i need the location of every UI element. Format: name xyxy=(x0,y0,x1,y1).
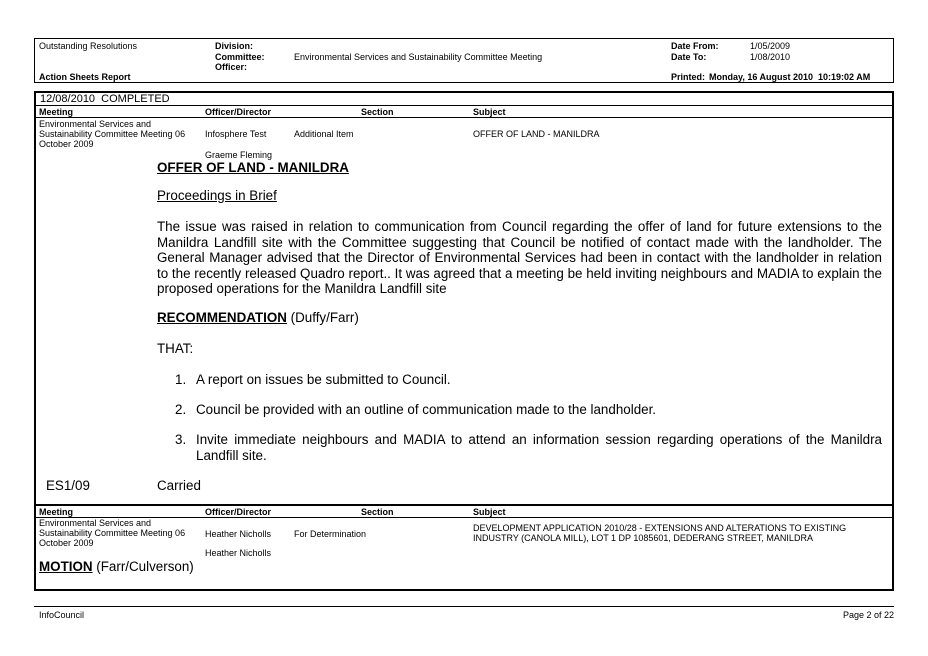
list-item-text: Invite immediate neighbours and MADIA to attend an information session regarding operations of the Manildra Landfill site. xyxy=(196,432,882,463)
page-number: Page 2 of 22 xyxy=(842,610,894,620)
record2-officer: Heather Nicholls xyxy=(205,529,272,539)
divider xyxy=(35,517,893,518)
list-item-text: A report on issues be submitted to Council. xyxy=(196,372,451,387)
record2-officer-2: Heather Nicholls xyxy=(205,548,272,558)
resolution-result: Carried xyxy=(157,478,201,493)
col-officer-header: Officer/Director xyxy=(205,107,272,117)
that-label: THAT: xyxy=(157,341,194,356)
col-officer-header: Officer/Director xyxy=(205,507,272,517)
record1-officer-2: Graeme Fleming xyxy=(205,150,273,160)
motion-movers: (Farr/Culverson) xyxy=(92,559,194,574)
col-subject-header: Subject xyxy=(473,107,506,117)
list-item-number: 3. xyxy=(175,432,187,447)
resolution-ref: ES1/09 xyxy=(46,478,90,493)
record1-meeting-line3: October 2009 xyxy=(39,139,94,149)
status-line: 12/08/2010 COMPLETED xyxy=(40,93,170,105)
record1-subject: OFFER OF LAND - MANILDRA xyxy=(473,129,600,139)
list-item-number: 2. xyxy=(175,402,187,417)
record2-meeting-line2: Sustainability Committee Meeting 06 xyxy=(39,528,186,538)
footer-rule xyxy=(34,606,894,607)
recommendation xyxy=(157,310,359,326)
divider xyxy=(35,105,893,106)
divider xyxy=(35,117,893,118)
list-item-number: 1. xyxy=(175,372,187,387)
record2-subject-line2: INDUSTRY (CANOLA MILL), LOT 1 DP 1085601, DEDERANG STREET, MANILDRA xyxy=(473,533,813,543)
footer-app-name: InfoCouncil xyxy=(39,610,85,620)
record2-meeting-line3: October 2009 xyxy=(39,538,94,548)
motion-label: MOTION xyxy=(39,559,93,574)
committee-label: Committee: xyxy=(215,52,265,62)
record1-meeting-line1: Environmental Services and xyxy=(39,119,152,129)
record2-meeting-line1: Environmental Services and xyxy=(39,518,152,528)
proceedings-heading: Proceedings in Brief xyxy=(157,188,277,203)
recommendation-label: RECOMMENDATION xyxy=(157,310,287,325)
printed-label: Printed: xyxy=(671,72,706,82)
record2-subject-line1: DEVELOPMENT APPLICATION 2010/28 - EXTENSIONS AND ALTERATIONS TO EXISTING xyxy=(473,523,847,533)
record1-meeting-line2: Sustainability Committee Meeting 06 xyxy=(39,129,186,139)
record1-section: Additional Item xyxy=(294,129,354,139)
date-from-label: Date From: xyxy=(671,41,719,51)
record2-section: For Determination xyxy=(294,529,367,539)
record1-officer: Infosphere Test xyxy=(205,129,267,139)
officer-label: Officer: xyxy=(215,62,248,72)
committee-value: Environmental Services and Sustainability Committee Meeting xyxy=(294,52,543,62)
list-item-text: Council be provided with an outline of communication made to the landholder. xyxy=(196,402,657,417)
record1-title: OFFER OF LAND - MANILDRA xyxy=(157,160,349,175)
col-meeting-header: Meeting xyxy=(39,507,74,517)
recommendation-movers: (Duffy/Farr) xyxy=(286,310,359,325)
report-title: Outstanding Resolutions xyxy=(39,41,138,51)
date-to-value: 1/08/2010 xyxy=(750,52,791,62)
date-from-value: 1/05/2009 xyxy=(750,41,791,51)
division-label: Division: xyxy=(215,41,254,51)
proceedings-text: The issue was raised in relation to communication from Council regarding the offer of land for future extensions to the Manildra Landfill site with the Committee suggesting that Council be notified of contact made with the landholder. The General Manager advised that the Director of Environmental Services had been in contact with the landholder in relation to the recently released Quadro report.. It was agreed that a meeting be held inviting neighbours and MADIA to explain the proposed operations for the Manildra Landfill site xyxy=(157,219,882,296)
col-subject-header: Subject xyxy=(473,507,506,517)
printed-value: Monday, 16 August 2010 10:19:02 AM xyxy=(709,72,871,82)
motion xyxy=(39,559,194,575)
col-meeting-header: Meeting xyxy=(39,107,74,117)
divider xyxy=(35,504,893,506)
date-to-label: Date To: xyxy=(671,52,707,62)
report-type: Action Sheets Report xyxy=(39,72,131,82)
col-section-header: Section xyxy=(361,507,394,517)
col-section-header: Section xyxy=(361,107,394,117)
